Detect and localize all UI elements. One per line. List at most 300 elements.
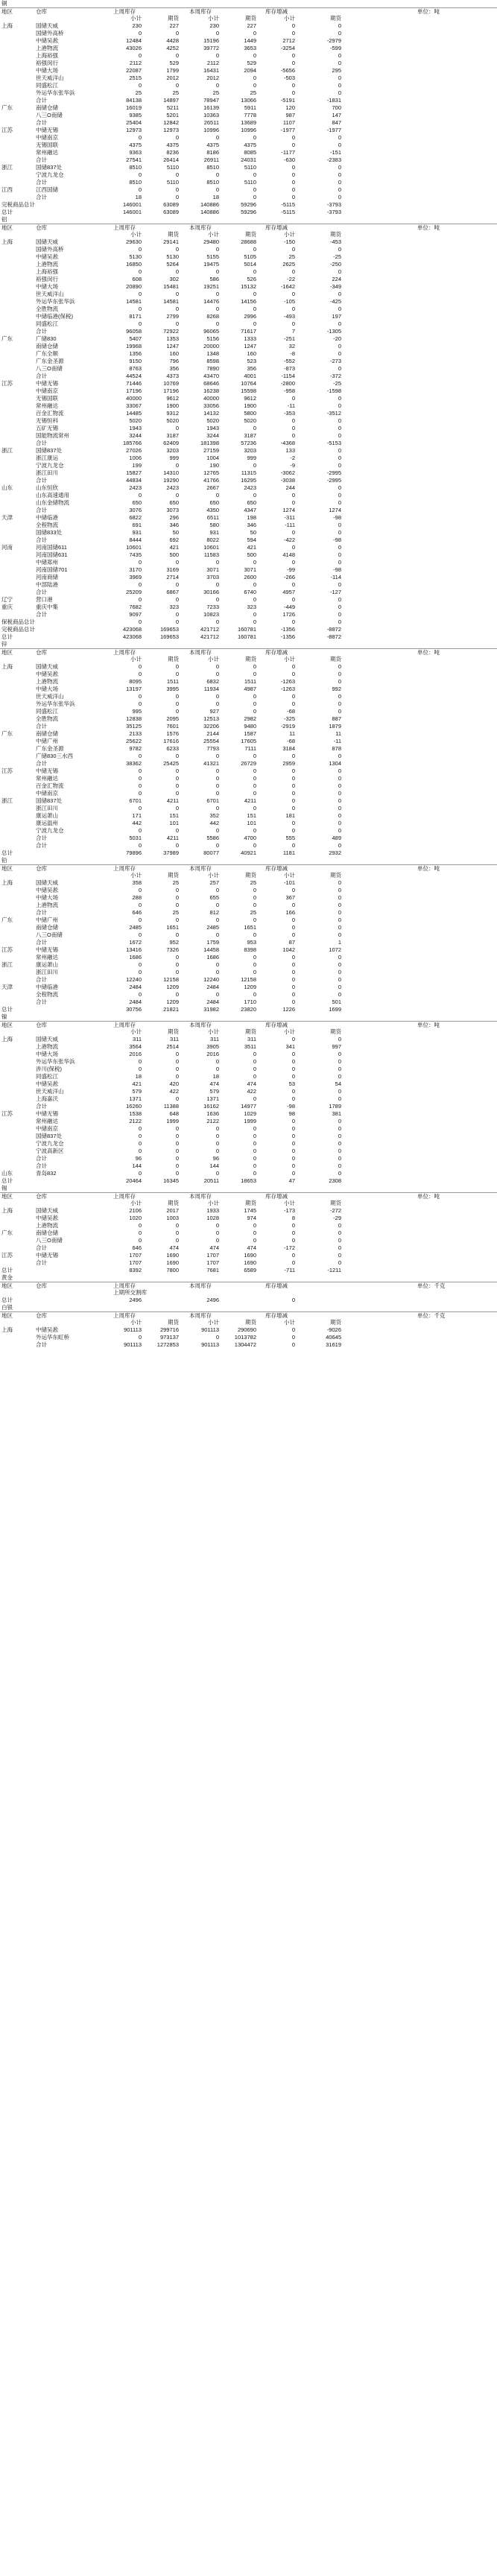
table-cell: -98 [287,1103,295,1110]
table-cell: -127 [329,589,341,595]
table-cell: 101 [169,820,179,826]
table-cell: -250 [329,261,341,268]
table-cell: 地区 [1,1193,13,1200]
table-cell: 0 [215,790,219,797]
table-cell: 0 [338,1237,341,1244]
table-cell: 0 [253,462,256,469]
table-cell: 0 [175,1073,179,1080]
table-cell: 0 [253,52,256,59]
table-cell: 12158 [241,976,256,983]
table-cell: 25404 [126,119,142,126]
table-cell: 0 [338,1170,341,1177]
table-cell: 0 [138,917,142,923]
table-row [0,738,497,745]
table-cell: 5110 [166,179,179,186]
table-cell: 0 [138,663,142,670]
table-cell: -3038 [280,477,295,484]
table-row [0,611,497,618]
table-cell: 0 [253,306,256,312]
table-cell: 3187 [244,432,256,439]
table-cell: 期货 [330,1200,341,1206]
table-cell: 7 [291,328,295,335]
table-cell: 0 [253,663,256,670]
unit-label: 单位：吨 [417,1022,440,1028]
table-cell: 广东金圣源 [36,358,64,364]
table-row [0,1237,497,1244]
table-cell: 0 [175,1155,179,1162]
table-cell: 489 [332,835,341,841]
table-cell: 5264 [166,261,179,268]
table-cell: 17616 [163,738,179,744]
table-cell: 小计 [284,872,295,879]
table-cell: 青岛832 [36,1170,57,1177]
table-cell: 0 [338,1125,341,1132]
table-row [0,89,497,97]
table-row [0,894,497,902]
table-row [0,581,497,589]
table-cell: 合计 [36,976,47,983]
table-cell: 14897 [163,97,179,104]
table-cell: -1356 [280,633,295,640]
table-cell: 140886 [200,201,219,208]
table-cell: 涉川(保税) [36,1066,62,1072]
table-cell: 0 [338,618,341,625]
table-cell: 2625 [282,261,295,268]
table-row [0,1140,497,1148]
table-cell: 广储830 [36,335,57,342]
table-cell: 山东金储物流 [36,499,69,506]
table-row [0,1073,497,1080]
table-cell: 上周库存 [113,1022,136,1028]
table-cell: 32 [288,343,295,349]
table-row [0,320,497,328]
table-cell: 311 [247,1036,256,1042]
table-cell: 4211 [166,835,179,841]
table-cell: 0 [291,991,295,998]
table-cell: 62409 [163,440,179,446]
table-row [0,410,497,417]
table-cell: 0 [175,931,179,938]
table-cell: 重庆中集 [36,604,58,610]
table-cell: 169653 [159,633,179,640]
table-cell: 987 [285,112,295,118]
table-cell: 6832 [206,678,219,685]
table-cell: 13416 [126,946,142,953]
table-cell: -5153 [326,440,341,446]
table-cell: 8085 [244,149,256,156]
table-cell: 0 [291,417,295,424]
table-cell: 421712 [200,633,219,640]
table-cell: 期货 [168,231,179,238]
table-row [0,954,497,961]
table-row [0,1036,497,1043]
table-cell: 953 [247,939,256,946]
table-cell: 299716 [159,1326,179,1333]
table-row [0,67,497,75]
table-row [0,909,497,917]
table-cell: 26511 [203,119,219,126]
table-row [0,1244,497,1252]
table-cell: 0 [138,1140,142,1147]
table-cell: 0 [291,432,295,439]
table-cell: 0 [138,1170,142,1177]
table-cell: 0 [175,134,179,141]
table-row [0,537,497,544]
table-cell: 2485 [206,924,219,931]
table-cell: 国储天威 [36,1207,58,1214]
table-cell: 0 [291,999,295,1005]
table-cell: 80077 [203,849,219,856]
table-cell: 0 [338,1222,341,1229]
table-cell: -5656 [280,67,295,74]
table-cell: 25 [135,89,142,96]
table-cell: 29480 [203,238,219,245]
table-cell: 3905 [206,1043,219,1050]
table-cell: 59296 [241,209,256,215]
table-cell: -5115 [281,201,295,208]
table-cell: 160781 [237,626,256,633]
table-cell: 500 [247,551,256,558]
table-header-row [0,231,497,238]
table-cell: 0 [175,1058,179,1065]
table-cell: 0 [253,961,256,968]
table-cell: 0 [291,805,295,811]
table-cell: 997 [332,1043,341,1050]
table-cell: 0 [138,827,142,834]
table-cell: 五矿无锡 [36,425,58,431]
table-row [0,1066,497,1073]
table-cell: 0 [215,969,219,975]
table-cell: 2106 [129,1207,142,1214]
table-cell: 4148 [282,551,295,558]
table-cell: 0 [338,365,341,372]
table-cell: 0 [338,22,341,29]
table-cell: 0 [291,544,295,551]
table-cell: 0 [138,753,142,759]
table-cell: 0 [215,171,219,178]
table-cell: 0 [291,194,295,200]
table-cell: 1107 [282,119,295,126]
table-cell: 421 [169,544,179,551]
table-cell: 7681 [206,1267,219,1273]
table-cell: 0 [338,969,341,975]
table-cell: 655 [209,894,219,901]
table-cell: 0 [338,484,341,491]
table-cell: 小计 [284,231,295,238]
table-cell: 197 [332,313,341,320]
table-row [0,626,497,633]
table-cell: 0 [338,529,341,536]
table-cell: 0 [215,1230,219,1236]
table-cell: 0 [253,782,256,789]
table-cell: 小计 [130,1028,142,1035]
table-cell: 12158 [163,976,179,983]
table-cell: 合计 [36,119,47,126]
table-cell: 0 [138,52,142,59]
table-cell: 重庆 [1,604,13,610]
table-cell: 0 [338,1058,341,1065]
table-cell: 1511 [244,678,256,685]
table-cell: 290690 [237,1326,256,1333]
table-row [0,723,497,730]
table-cell: -25 [333,253,341,260]
table-row [0,276,497,283]
table-row [0,447,497,455]
table-row [0,514,497,522]
table-cell: 0 [338,611,341,618]
table-cell: 0 [175,1237,179,1244]
table-cell: 宁波九龙仓 [36,827,64,834]
table-cell: 本周库存 [189,1282,212,1289]
table-cell: 中储大场 [36,67,58,74]
table-cell: 54 [335,1080,341,1087]
table-cell: 878 [332,745,341,752]
table-cell: 合计 [36,1155,47,1162]
table-cell: 南储仓储 [36,924,58,931]
table-cell: 江苏 [1,946,13,953]
section-title-row [0,1274,497,1282]
table-cell: 0 [291,268,295,275]
table-cell: 14132 [203,410,219,417]
table-cell: 15598 [241,387,256,394]
table-row [0,142,497,149]
table-row [0,1334,497,1341]
table-cell: 0 [215,902,219,908]
table-cell: 9363 [129,149,142,156]
table-cell: 0 [291,969,295,975]
table-cell: -2383 [326,156,341,163]
table-cell: 上海 [1,879,13,886]
table-cell: 33056 [203,402,219,409]
table-cell: 87 [288,939,295,946]
table-row [0,186,497,194]
table-cell: 10363 [203,112,219,118]
table-cell: 0 [253,1230,256,1236]
table-row [0,164,497,171]
table-cell: 0 [253,30,256,37]
table-row [0,715,497,723]
table-cell: 8598 [206,358,219,364]
table-cell: 0 [175,1230,179,1236]
table-cell: 0 [215,82,219,89]
table-cell: 合计 [36,842,47,849]
table-cell: -1263 [280,686,295,692]
table-cell: 2484 [129,984,142,990]
table-row [0,1095,497,1103]
table-cell: 0 [175,671,179,677]
table-cell: 合计 [36,328,47,335]
table-row [0,306,497,313]
table-cell: 323 [247,604,256,610]
table-cell: 小计 [284,1200,295,1206]
table-cell: 0 [338,581,341,588]
table-cell: 57236 [241,440,256,446]
table-cell: 总计 [1,849,13,856]
table-cell: 0 [338,663,341,670]
table-cell: 691 [132,522,142,528]
table-cell: 96058 [126,328,142,335]
table-cell: 期货 [245,231,256,238]
table-cell: 0 [215,52,219,59]
table-cell: 302 [169,276,179,282]
table-row [0,1103,497,1110]
table-cell: 上港物流 [36,45,58,51]
table-cell: 0 [175,186,179,193]
table-row [0,1058,497,1066]
table-cell: 356 [169,365,179,372]
table-cell: 0 [291,142,295,148]
table-cell: 中储吴淞 [36,1215,58,1221]
table-cell: 0 [291,134,295,141]
table-cell: 0 [215,306,219,312]
table-cell: 0 [215,134,219,141]
table-cell: 同盛松江 [36,320,58,327]
table-cell: 1272853 [156,1341,179,1348]
table-cell: 311 [170,1036,179,1042]
table-cell: 上周库存 [113,649,136,656]
table-cell: 14458 [203,946,219,953]
table-cell: 1353 [166,335,179,342]
table-row [0,365,497,373]
table-cell: 0 [338,164,341,171]
table-cell: 常州融达 [36,149,58,156]
table-cell: 4375 [129,142,142,148]
table-cell: 0 [175,291,179,297]
table-cell: 0 [338,812,341,819]
table-cell: 2712 [282,37,295,44]
table-cell: 0 [215,246,219,253]
table-cell: 总计 [1,1267,13,1273]
table-cell: 356 [247,365,256,372]
table-cell: 仓库 [36,1312,47,1319]
table-cell: 0 [338,954,341,961]
table-cell: 12240 [126,976,142,983]
table-cell: 700 [332,104,341,111]
table-cell: 南储仓储 [36,730,58,737]
table-cell: 0 [175,663,179,670]
table-cell: 0 [291,663,295,670]
table-cell: 0 [215,1148,219,1154]
table-cell: 世天威洋山 [36,291,64,297]
table-cell: 0 [338,1148,341,1154]
table-cell: 5020 [129,417,142,424]
table-row [0,238,497,246]
table-cell: 小计 [284,1319,295,1326]
table-cell: 外运华东张华浜 [36,1058,75,1065]
table-cell: 0 [175,775,179,782]
table-cell: 0 [175,425,179,431]
table-row [0,291,497,298]
table-row [0,1326,497,1334]
table-cell: 江苏 [1,380,13,387]
table-row [0,462,497,469]
table-cell: 1707 [206,1252,219,1259]
table-cell: -3062 [280,469,295,476]
table-cell: -150 [283,238,295,245]
table-cell: 同盛松江 [36,82,58,89]
table-cell: 20464 [126,1177,142,1184]
table-cell: 0 [215,775,219,782]
table-row [0,1252,497,1259]
table-cell: -453 [329,238,341,245]
table-cell: 4375 [244,142,256,148]
table-cell: 160 [247,350,256,357]
table-cell: 世天威洋山 [36,693,64,700]
table-cell: 合计 [36,440,47,446]
table-cell: 5014 [244,261,256,268]
table-cell: 0 [338,186,341,193]
table-cell: 555 [285,835,295,841]
table-cell: 0 [253,611,256,618]
table-cell: 1587 [244,730,256,737]
table-cell: 0 [338,462,341,469]
table-cell: 0 [253,82,256,89]
table-cell: 常州融达 [36,775,58,782]
table-cell: 12240 [203,976,219,983]
table-row [0,1148,497,1155]
table-cell: 0 [175,1140,179,1147]
table-header-row [0,1200,497,1207]
table-cell: 4350 [206,507,219,513]
table-cell: 50 [172,529,179,536]
table-row [0,887,497,894]
table-cell: 0 [338,961,341,968]
table-cell: 0 [338,842,341,849]
table-cell: 0 [138,805,142,811]
table-row [0,693,497,700]
table-cell: 0 [338,671,341,677]
table-cell: -873 [283,365,295,372]
table-cell: 7778 [244,112,256,118]
table-cell: 7793 [206,745,219,752]
table-cell: -3793 [326,201,341,208]
table-cell: 17605 [241,738,256,744]
table-cell: 无锡国联 [36,142,58,148]
table-cell: 全胜物流 [36,306,58,312]
table-cell: 常州融达 [36,1118,58,1124]
table-cell: 79896 [126,849,142,856]
table-cell: 3203 [244,447,256,454]
table-cell: 2515 [129,75,142,81]
table-cell: 0 [138,1066,142,1072]
table-cell: 本周库存 [189,224,212,231]
table-cell: 0 [138,1230,142,1236]
table-cell: 合计 [36,1341,47,1348]
table-row [0,917,497,924]
table-cell: 期货 [330,1319,341,1326]
table-cell: 0 [338,708,341,715]
table-cell: 本周库存 [189,1312,212,1319]
table-cell: 0 [338,89,341,96]
table-cell: 26911 [203,156,219,163]
table-cell: 0 [138,581,142,588]
table-cell: 10764 [241,380,256,387]
table-cell: 500 [169,551,179,558]
table-cell: 151 [247,812,256,819]
table-row [0,127,497,134]
table-cell: 0 [291,1341,295,1348]
table-cell: 0 [338,976,341,983]
table-cell: 84138 [126,97,142,104]
table-cell: 2423 [166,484,179,491]
table-cell: 29141 [163,238,179,245]
table-cell: 0 [175,1125,179,1132]
table-cell: 14476 [203,298,219,305]
table-cell: 0 [175,1133,179,1139]
table-cell: -8 [290,350,295,357]
table-cell: 总计 [1,209,13,215]
table-cell: 0 [338,894,341,901]
